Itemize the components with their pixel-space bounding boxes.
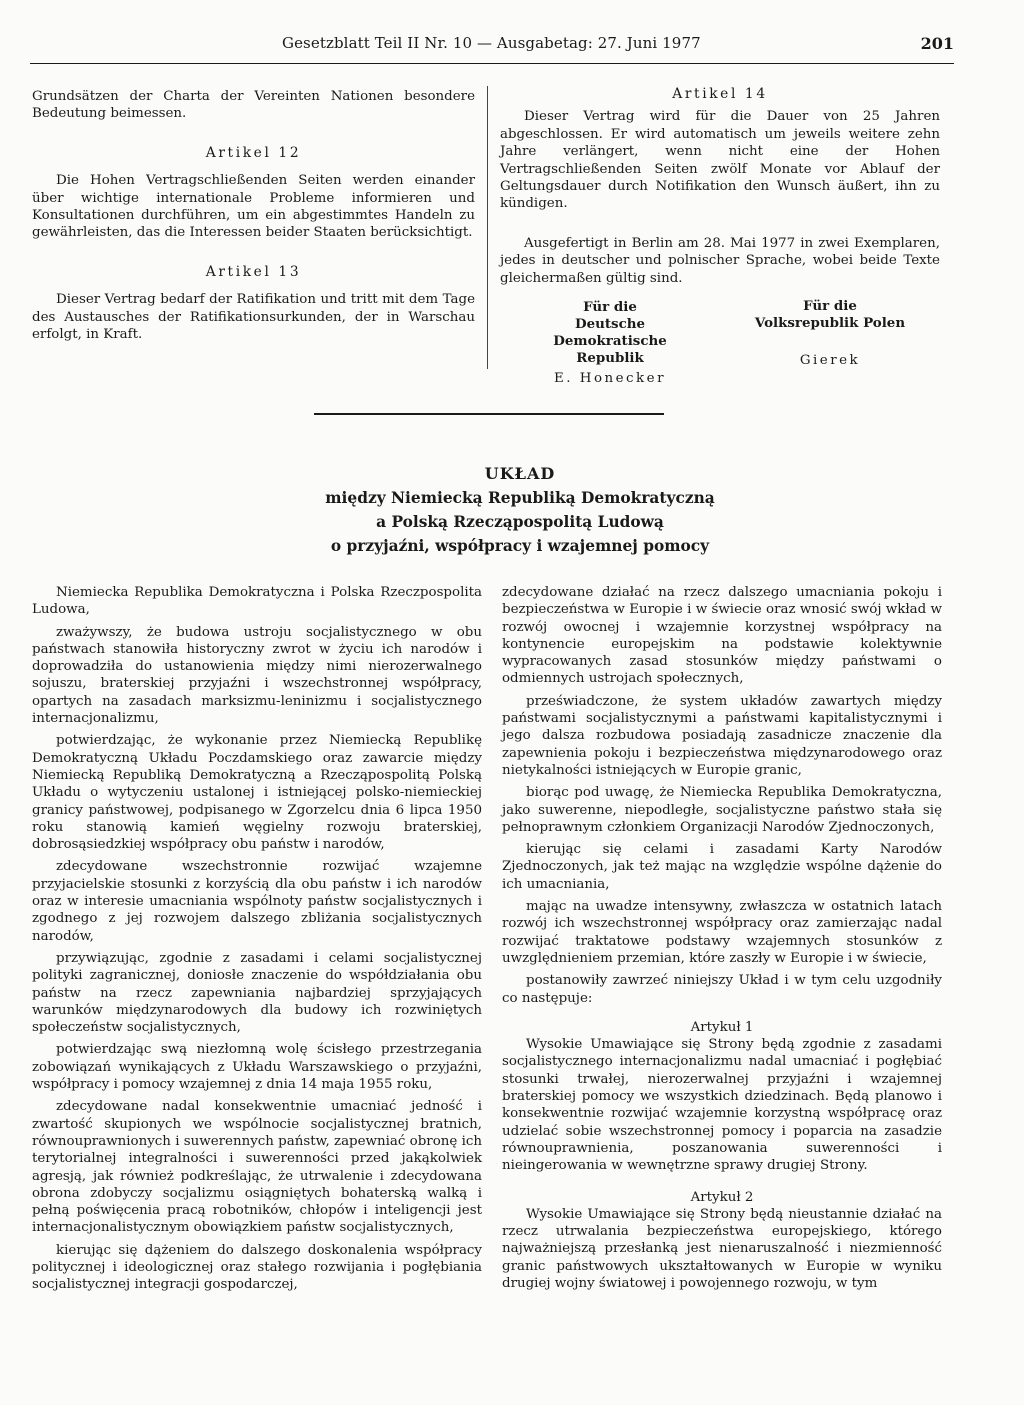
page-header <box>30 34 954 62</box>
preamble-paragraph: zdecydowane wszechstronnie rozwijać wzajemne przyjacielskie stosunki z korzyścią dla obu państw i ich narodów oraz w interesie umacniania wspólnoty państw socjalistycznych i zgodnego z jej rozwojem dalszego zbliżania socjalistycznych narodów, <box>32 859 482 944</box>
article-2-text: Wysokie Umawiające się Strony będą nieustannie działać na rzecz utrwalania bezpieczeństwa europejskiego, którego najważniejszą przesłanką jest nienaruszalność i niezmienność granic państwowych ukształtowanych w Europie w wyniku drugiej wojny światowej i powojennego rozwoju, w tym <box>502 1206 942 1291</box>
article-13-heading: Artikel 13 <box>205 263 302 280</box>
treaty-title-line4: o przyjaźni, współpracy i wzajemnej pomocy <box>330 537 710 555</box>
preamble-paragraph: zdecydowane działać na rzecz dalszego umacniania pokoju i bezpieczeństwa w Europie i w świecie oraz wnosić swój wkład w rozwój owocnej i wzajemnie korzystnej współpracy na kontynencie europejskim na podstawie kolektywnie wypracowanych zasad stosunków między państwami o odmiennych ustrojach społecznych, <box>502 585 942 687</box>
preamble-paragraph: kierując się dążeniem do dalszego doskonalenia współpracy politycznej i ideologicznej oraz stałego rozwijania i pogłębiania socjalistycznej integracji gospodarczej, <box>32 1242 482 1293</box>
preamble-paragraph: przeświadczone, że system układów zawartych między państwami socjalistycznymi a państwami kapitalistycznymi i jego dalsza rozbudowa posiadają zasadnicze znaczenie dla zapewnienia pokoju i bezpieczeństwa międzynarodowego oraz nietykalności istniejących w Europie granic, <box>502 693 942 778</box>
article-14-text: Dieser Vertrag wird für die Dauer von 25 Jahren abgeschlossen. Er wird automatisch um jeweils weitere zehn Jahre verlängert, wenn nicht eine der Hohen Vertragschließenden Seiten zwölf Monate vor Ablauf der Geltungsdauer durch Notifikation den Wunsch äußert, ihn zu kündigen. <box>500 109 940 212</box>
article-13-text: Dieser Vertrag bedarf der Ratifikation und tritt mit dem Tage des Austausches der Ratifikationsurkunden, der in Warschau erfolgt, in Kraft. <box>32 292 475 343</box>
preamble-paragraph: zdecydowane nadal konsekwentnie umacniać jedność i zwartość skupionych we wspólnocie socjalistycznej bratnich, równouprawnionych i suwerennych państw, zapewniać obronę ich terytorialnej integralności i suwerenności przed jakąkolwiek agresją, jak również podkreślając, że utrwalenie i zdecydowana obrona zdobyczy socjalizmu osiągniętych bohaterską walką i pełną poświęcenia pracą robotników, chłopów i inteligencji jest internacjonalistycznym obowiązkiem państw socjalistycznych, <box>32 1099 482 1236</box>
article-12-heading: Artikel 12 <box>205 144 302 161</box>
preamble-paragraph: biorąc pod uwagę, że Niemiecka Republika Demokratyczna, jako suwerenne, niepodległe, socjalistyczne państwo stała się pełnoprawnym członkiem Organizacji Narodów Zjednoczonych, <box>502 785 942 835</box>
preamble-paragraph: potwierdzając, że wykonanie przez Niemiecką Republikę Demokratyczną Układu Poczdamskiego oraz zawarcie między Niemiecką Republiką Demokratyczną a Rzecząpospolitą Polską Układu o wytyczeniu ustalonej i istniejącej polsko-niemieckiej granicy państwowej, podpisanego w Zgorzelcu dnia 6 lipca 1950 roku stanowią kamień węgielny rozwoju braterskiej, dobrosąsiedzkiej współpracy obu państw i narodów, <box>32 733 482 853</box>
signature-gdr-for: Für die <box>583 299 637 315</box>
section-separator <box>314 413 664 415</box>
signature-pl-state: Volksrepublik Polen <box>754 315 906 331</box>
german-left-column <box>32 88 475 343</box>
preamble-paragraph: Niemiecka Republika Demokratyczna i Polska Rzeczpospolita Ludowa, <box>32 585 482 618</box>
header-rule <box>30 63 954 64</box>
treaty-title-main: UKŁAD <box>484 464 556 483</box>
treaty-title-line2: między Niemiecką Republiką Demokratyczną <box>325 489 715 507</box>
preamble-paragraph: mając na uwadze intensywny, zwłaszcza w ostatnich latach rozwój ich wszechstronnej współpracy oraz zamierzając nadal rozwijać traktatowe podstawy wzajemnych stosunków z uwzględnieniem przemian, które zaszły w Europie i w świecie, <box>502 899 942 966</box>
intro-text: Grundsätzen der Charta der Vereinten Nationen besondere Bedeutung beimessen. <box>32 89 475 122</box>
polish-right-column <box>502 584 942 1292</box>
signature-pl-for: Für die <box>803 298 857 314</box>
preamble-paragraph: potwierdzając swą niezłomną wolę ścisłego przestrzegania zobowiązań wynikających z Układu Warszawskiego o przyjaźni, współpracy i pomocy wzajemnej z dnia 14 maja 1955 roku, <box>32 1042 482 1093</box>
article-2-heading: Artykuł 2 <box>690 1189 754 1205</box>
article-1-text: Wysokie Umawiające się Strony będą zgodnie z zasadami socjalistycznego internacjonalizmu nadal umacniać i pogłębiać stosunki trwałej, nierozerwalnej przyjaźni i wzajemnej braterskiej pomocy we wszystkich dziedzinach. Będą planowo i konsekwentnie rozwijać wzajemnie korzystną współpracę oraz udzielać sobie wszechstronnej pomocy i poparcia na zasadzie równouprawnienia, poszanowania suwerenności i nieingerowania w wewnętrzne sprawy drugiej Strony. <box>502 1037 942 1174</box>
header-title: Gesetzblatt Teil II Nr. 10 — Ausgabetag: 27. Juni 1977 <box>282 34 701 52</box>
signature-gdr <box>510 299 710 387</box>
signature-pl <box>730 298 930 369</box>
preamble-paragraph: zważywszy, że budowa ustroju socjalistycznego w obu państwach stanowiła historyczny zwrot w życiu ich narodów i doprowadziła do ustanowienia między nimi nierozerwalnego sojuszu, braterskiej przyjaźni i wszechstronnej współpracy, opartych na zasadach marksizmu-leninizmu i socjalistycznego internacjonalizmu, <box>32 624 482 727</box>
page-number: 201 <box>920 34 954 53</box>
article-12-text: Die Hohen Vertragschließenden Seiten werden einander über wichtige internationale Probleme informieren und Konsultationen durchführen, um ein abgestimmtes Handeln zu gewährleisten, das die Interessen beider Staaten berücksichtigt. <box>32 173 475 241</box>
signature-gdr-state: Deutsche Demokratische Republik <box>553 316 667 366</box>
german-right-column <box>500 86 940 287</box>
article-1-heading: Artykuł 1 <box>690 1019 754 1035</box>
polish-left-column <box>32 584 482 1294</box>
done-at-text: Ausgefertigt in Berlin am 28. Mai 1977 in zwei Exemplaren, jedes in deutscher und polnischer Sprache, wobei beide Texte gleichermaßen gültig sind. <box>500 235 940 286</box>
signature-pl-name: Gierek <box>799 353 861 368</box>
treaty-title <box>280 462 760 558</box>
preamble-paragraph: przywiązując, zgodnie z zasadami i celami socjalistycznej polityki zagranicznej, doniosłe znaczenie do współdziałania obu państw na rzecz zapewniania najbardziej sprzyjających warunków międzynarodowych dla budowy ich rozwiniętych społeczeństw socjalistycznych, <box>32 950 482 1036</box>
signature-gdr-name: E. Honecker <box>553 371 666 386</box>
treaty-title-line3: a Polską Rzecząpospolitą Ludową <box>376 513 664 531</box>
column-divider <box>487 86 488 369</box>
article-14-heading: Artikel 14 <box>672 86 768 102</box>
preamble-paragraph: postanowiły zawrzeć niniejszy Układ i w tym celu uzgodniły co następuje: <box>502 973 942 1006</box>
preamble-paragraph: kierując się celami i zasadami Karty Narodów Zjednoczonych, jak też mając na względzie wspólne dążenie do ich umacniania, <box>502 842 942 892</box>
